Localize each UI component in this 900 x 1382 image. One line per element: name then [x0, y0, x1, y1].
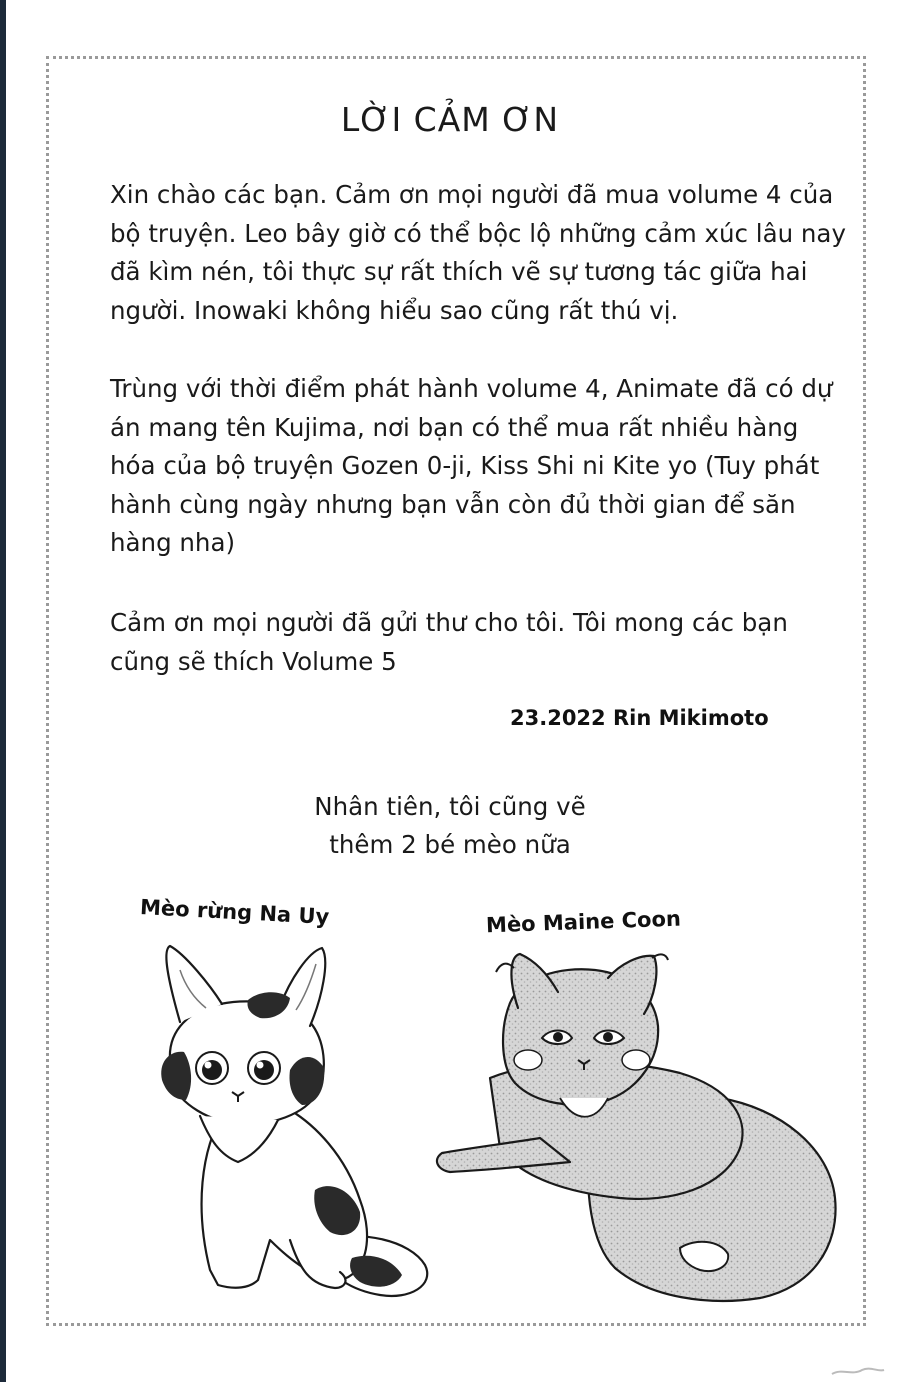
- cat-drawing-note: [230, 788, 670, 864]
- paragraph-thanks: Cảm ơn mọi người đã gửi thư cho tôi. Tôi mong các bạn cũng sẽ thích Volume 5: [110, 608, 788, 676]
- note-line-1: Nhân tiên, tôi cũng vẽ: [314, 792, 586, 821]
- paragraph-merchandise: Trùng với thời điểm phát hành volume 4, Animate đã có dự án mang tên Kujima, nơi bạn có thể mua rất nhiều hàng hóa của bộ truyện Gozen 0-ji, Kiss Shi ni Kite yo (Tuy phát hành cùng ngày nhưng bạn vẫn còn đủ thời gian để săn hàng nha): [110, 374, 833, 557]
- decorative-footer-mark: [828, 1364, 888, 1378]
- maine-coon-cat-label: Mèo Maine Coon: [485, 906, 682, 938]
- maine-coon-cat-illustration: [430, 948, 850, 1310]
- page-title: LỜI CẢM ƠN: [340, 100, 560, 139]
- norwegian-cat-label: Mèo rừng Na Uy: [139, 895, 330, 929]
- page-edge-strip: [0, 0, 6, 1382]
- author-signature: 23.2022 Rin Mikimoto: [510, 706, 769, 730]
- norwegian-forest-cat-illustration: [140, 940, 440, 1310]
- note-line-2: thêm 2 bé mèo nữa: [329, 830, 571, 859]
- paragraph-greeting: Xin chào các bạn. Cảm ơn mọi người đã mua volume 4 của bộ truyện. Leo bây giờ có thể bộc lộ những cảm xúc lâu nay đã kìm nén, tôi thực sự rất thích vẽ sự tương tác giữa hai người. Inowaki không hiểu sao cũng rất thú vị.: [110, 180, 846, 325]
